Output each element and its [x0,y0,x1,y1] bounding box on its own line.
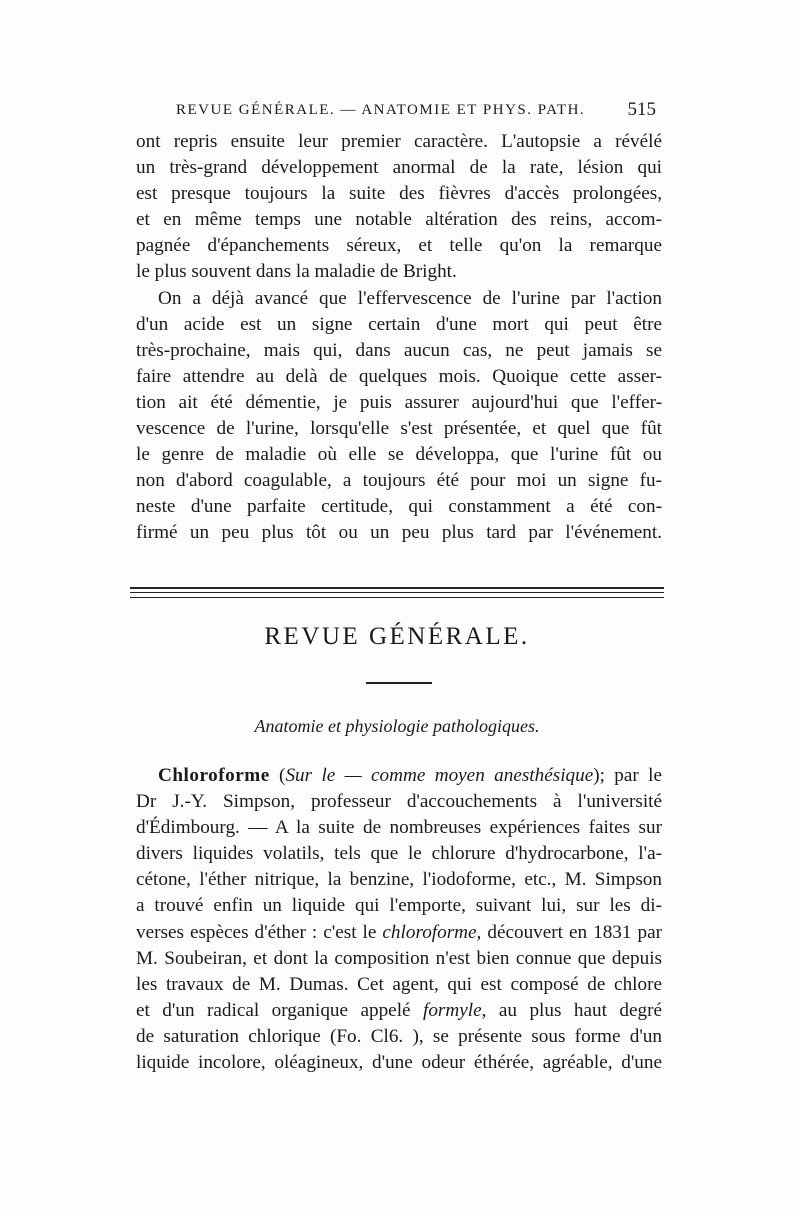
text-line: vescence de l'urine, lorsqu'elle s'est présentée, et quel que fût [136,418,662,440]
text-line: est presque toujours la suite des fièvres d'accès prolongées, [136,183,662,205]
text-line: cétone, l'éther nitrique, la benzine, l'iodoforme, etc., M. Simpson [136,869,662,891]
text-fragment: et d'un radical organique appelé [136,999,423,1021]
text-line: non d'abord coagulable, a toujours été pour moi un signe fu- [136,470,662,492]
text-line: de saturation chlorique (Fo. Cl6. ), se présente sous forme d'un [136,1025,662,1047]
paren-open: ( [269,765,286,786]
text-line: le plus souvent dans la maladie de Bright. [136,261,457,283]
running-head [176,98,656,122]
text-line: ont repris ensuite leur premier caractère. L'autopsie a révélé [136,131,662,152]
section-subtitle: Anatomie et physiologie pathologiques. [254,716,540,736]
page-number: 515 [627,99,656,120]
text-line: d'un acide est un signe certain d'une mort qui peut être [136,313,662,335]
text-line: pagnée d'épanchements séreux, et telle qu'on la remarque [136,235,662,257]
running-title: REVUE GÉNÉRALE. — ANATOMIE ET PHYS. PATH. [176,102,586,118]
text-line: les travaux de M. Dumas. Cet agent, qui est composé de chlore [136,973,662,995]
section-title: REVUE GÉNÉRALE. [264,623,530,650]
section-divider-thin [130,592,664,593]
section-divider-thin [130,597,664,598]
text-line: M. Soubeiran, et dont la composition n'est bien connue que depuis [136,947,662,969]
text-line: un très-grand développement anormal de la rate, lésion qui [136,157,662,179]
text-line: d'Édimbourg. — A la suite de nombreuses expériences faites sur [136,817,662,839]
body-text-top [136,129,662,547]
text-fragment: découvert en 1831 par [481,921,662,943]
text-line: firmé un peu plus tôt ou un peu plus tard par l'événement. [136,522,662,544]
formyle-term: formyle [423,999,482,1021]
text-line: On a déjà avancé que l'effervescence de l'urine par l'action [158,287,662,309]
article-topic: Sur le — comme moyen anesthésique [285,765,594,786]
text-line: a trouvé enfin un liquide qui l'emporte, suivant lui, sur les di- [136,895,662,917]
section-divider-thick [130,587,664,589]
text-line: très-prochaine, mais qui, dans aucun cas, ne peut jamais se [136,339,662,361]
paren-close: ); par le [593,765,662,786]
text-line: divers liquides volatils, tels que le chlorure d'hydrocarbone, l'a- [136,843,662,865]
text-line: liquide incolore, oléagineux, d'une odeur éthérée, agréable, d'une [136,1052,662,1074]
text-line: faire attendre au delà de quelques mois. Quoique cette asser- [136,365,662,387]
text-fragment: , au plus haut degré [481,999,662,1021]
article-text [136,763,662,1076]
text-line [136,998,662,1024]
article-lead-word: Chloroforme [158,765,270,786]
article-heading-line [136,763,662,789]
text-line: le genre de maladie où elle se développa, que l'urine fût ou [136,444,662,466]
text-line: et en même temps une notable altération des reins, accom- [136,209,662,231]
text-line: neste d'une parfaite certitude, qui constamment a été con- [136,496,662,518]
text-fragment: verses espèces d'éther : c'est le [136,921,383,943]
text-line: tion ait été démentie, je puis assurer aujourd'hui que l'effer- [136,391,662,413]
text-line [136,920,662,946]
text-line: Dr J.-Y. Simpson, professeur d'accouchements à l'université [136,791,662,813]
title-ornament-rule [366,682,432,684]
chloroforme-term: chloroforme, [382,921,482,943]
